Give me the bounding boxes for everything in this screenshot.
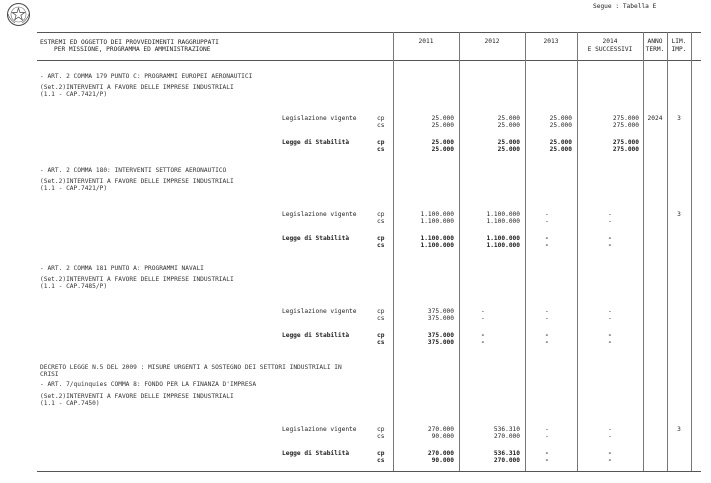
decree-title: DECRETO LEGGE N.5 DEL 2009 : MISURE URGENTI A SOSTEGNO DEI SETTORI INDUSTRIALI IN (40, 364, 342, 371)
section-sector: (Set.2)INTERVENTI A FAVORE DELLE IMPRESE INDUSTRIALI (40, 393, 234, 400)
value-cell: - (608, 218, 612, 225)
anno-term-value: 2024 (647, 115, 663, 122)
section-heading: - ART. 2 COMMA 181 PUNTO A: PROGRAMMI NAVALI (40, 265, 204, 272)
value-cell: 25.000 (431, 139, 454, 146)
value-cell: 25.000 (549, 115, 572, 122)
value-cell: 25.000 (497, 146, 520, 153)
value-cell: 375.000 (427, 339, 454, 346)
value-cell: - (608, 426, 612, 433)
value-cell: - (545, 450, 549, 457)
col-header-2014: 2014 (602, 38, 618, 45)
vigente-label: Legislazione vigente (282, 115, 357, 122)
col-header-2013: 2013 (543, 38, 559, 45)
lim-imp-value: 3 (677, 115, 681, 122)
value-cell: - (608, 242, 612, 249)
value-cell: 25.000 (497, 139, 520, 146)
value-cell: 25.000 (497, 122, 520, 129)
value-cell: - (545, 242, 549, 249)
section-heading: - ART. 2 COMMA 180: INTERVENTI SETTORE AERONAUTICO (40, 167, 227, 174)
code-cs: cs (377, 457, 385, 464)
value-cell: 275.000 (612, 146, 639, 153)
value-cell: - (608, 339, 612, 346)
decree-title-cont: CRISI (40, 371, 59, 378)
value-cell: 25.000 (549, 139, 572, 146)
section-sector: (Set.2)INTERVENTI A FAVORE DELLE IMPRESE INDUSTRIALI (40, 276, 234, 283)
value-cell: - (545, 332, 549, 339)
section-chapter: (1.1 - CAP.7450) (40, 400, 100, 407)
value-cell: - (545, 426, 549, 433)
col-header-estremi-sub: PER MISSIONE, PROGRAMMA ED AMMINISTRAZIONE (54, 46, 211, 53)
code-cp: cp (377, 211, 385, 218)
value-cell: 25.000 (497, 115, 520, 122)
value-cell: - (481, 332, 485, 339)
section-chapter: (1.1 - CAP.7485/P) (40, 283, 108, 290)
value-cell: - (545, 315, 549, 322)
value-cell: - (608, 211, 612, 218)
value-cell: 375.000 (427, 315, 454, 322)
section-heading: - ART. 2 COMMA 179 PUNTO C: PROGRAMMI EUROPEI AERONAUTICI (40, 73, 253, 80)
code-cs: cs (377, 146, 385, 153)
value-cell: - (545, 308, 549, 315)
code-cs: cs (377, 218, 385, 225)
col-header-anno-sub: TERM. (645, 46, 665, 53)
republic-emblem-icon (6, 2, 31, 27)
value-cell: 25.000 (431, 122, 454, 129)
stabilita-label: Legge di Stabilità (282, 139, 350, 146)
value-cell: - (545, 433, 549, 440)
value-cell: 1.100.000 (420, 235, 454, 242)
col-header-lim-sub: IMP. (671, 46, 687, 53)
code-cs: cs (377, 315, 385, 322)
value-cell: 270.000 (493, 457, 520, 464)
value-cell: - (608, 457, 612, 464)
value-cell: - (545, 211, 549, 218)
vigente-label: Legislazione vigente (282, 211, 357, 218)
value-cell: - (545, 235, 549, 242)
code-cp: cp (377, 426, 385, 433)
lim-imp-value: 3 (677, 211, 681, 218)
value-cell: - (608, 308, 612, 315)
col-header-estremi: ESTREMI ED OGGETTO DEI PROVVEDIMENTI RAGGRUPPATI (40, 39, 219, 46)
value-cell: 1.100.000 (420, 242, 454, 249)
value-cell: - (545, 339, 549, 346)
value-cell: 1.100.000 (486, 242, 520, 249)
section-chapter: (1.1 - CAP.7421/P) (40, 91, 108, 98)
section-heading: - ART. 7/quinquies COMMA 8: FONDO PER LA FINANZA D'IMPRESA (40, 381, 257, 388)
col-header-2011: 2011 (418, 38, 434, 45)
value-cell: 536.310 (493, 450, 520, 457)
value-cell: 25.000 (549, 146, 572, 153)
value-cell: - (545, 218, 549, 225)
code-cp: cp (377, 115, 385, 122)
value-cell: 270.000 (427, 450, 454, 457)
value-cell: - (608, 332, 612, 339)
value-cell: 1.100.000 (420, 218, 454, 225)
vigente-label: Legislazione vigente (282, 308, 357, 315)
lim-imp-value: 3 (677, 426, 681, 433)
stabilita-label: Legge di Stabilità (282, 235, 350, 242)
value-cell: - (545, 457, 549, 464)
value-cell: 375.000 (427, 332, 454, 339)
value-cell: - (608, 235, 612, 242)
value-cell: 1.100.000 (486, 211, 520, 218)
code-cp: cp (377, 450, 385, 457)
section-chapter: (1.1 - CAP.7421/P) (40, 185, 108, 192)
value-cell: 275.000 (612, 115, 639, 122)
stabilita-label: Legge di Stabilità (282, 332, 350, 339)
section-sector: (Set.2)INTERVENTI A FAVORE DELLE IMPRESE INDUSTRIALI (40, 84, 234, 91)
code-cs: cs (377, 339, 385, 346)
value-cell: 1.100.000 (486, 235, 520, 242)
value-cell: 270.000 (427, 426, 454, 433)
value-cell: - (608, 433, 612, 440)
col-header-anno: ANNO (647, 38, 663, 45)
value-cell: - (608, 315, 612, 322)
col-header-2014-sub: E SUCCESSIVI (587, 46, 633, 53)
value-cell: 270.000 (493, 433, 520, 440)
code-cs: cs (377, 242, 385, 249)
value-cell: - (481, 339, 485, 346)
value-cell: 275.000 (612, 122, 639, 129)
value-cell: 25.000 (431, 146, 454, 153)
vigente-label: Legislazione vigente (282, 426, 357, 433)
col-header-lim: LIM. (671, 38, 687, 45)
code-cp: cp (377, 235, 385, 242)
value-cell: 25.000 (431, 115, 454, 122)
stabilita-label: Legge di Stabilità (282, 450, 350, 457)
value-cell: 275.000 (612, 139, 639, 146)
value-cell: 1.100.000 (486, 218, 520, 225)
value-cell: - (608, 450, 612, 457)
segue-label: Segue : Tabella E (593, 3, 657, 10)
value-cell: 1.100.000 (420, 211, 454, 218)
value-cell: - (481, 315, 485, 322)
section-sector: (Set.2)INTERVENTI A FAVORE DELLE IMPRESE INDUSTRIALI (40, 178, 234, 185)
col-header-2012: 2012 (484, 38, 500, 45)
tabella-label: Tabella E (622, 3, 657, 10)
value-cell: 90.000 (431, 457, 454, 464)
code-cp: cp (377, 139, 385, 146)
value-cell: 536.310 (493, 426, 520, 433)
code-cs: cs (377, 122, 385, 129)
code-cp: cp (377, 332, 385, 339)
value-cell: - (481, 308, 485, 315)
code-cp: cp (377, 308, 385, 315)
value-cell: 90.000 (431, 433, 454, 440)
value-cell: 375.000 (427, 308, 454, 315)
value-cell: 25.000 (549, 122, 572, 129)
code-cs: cs (377, 433, 385, 440)
